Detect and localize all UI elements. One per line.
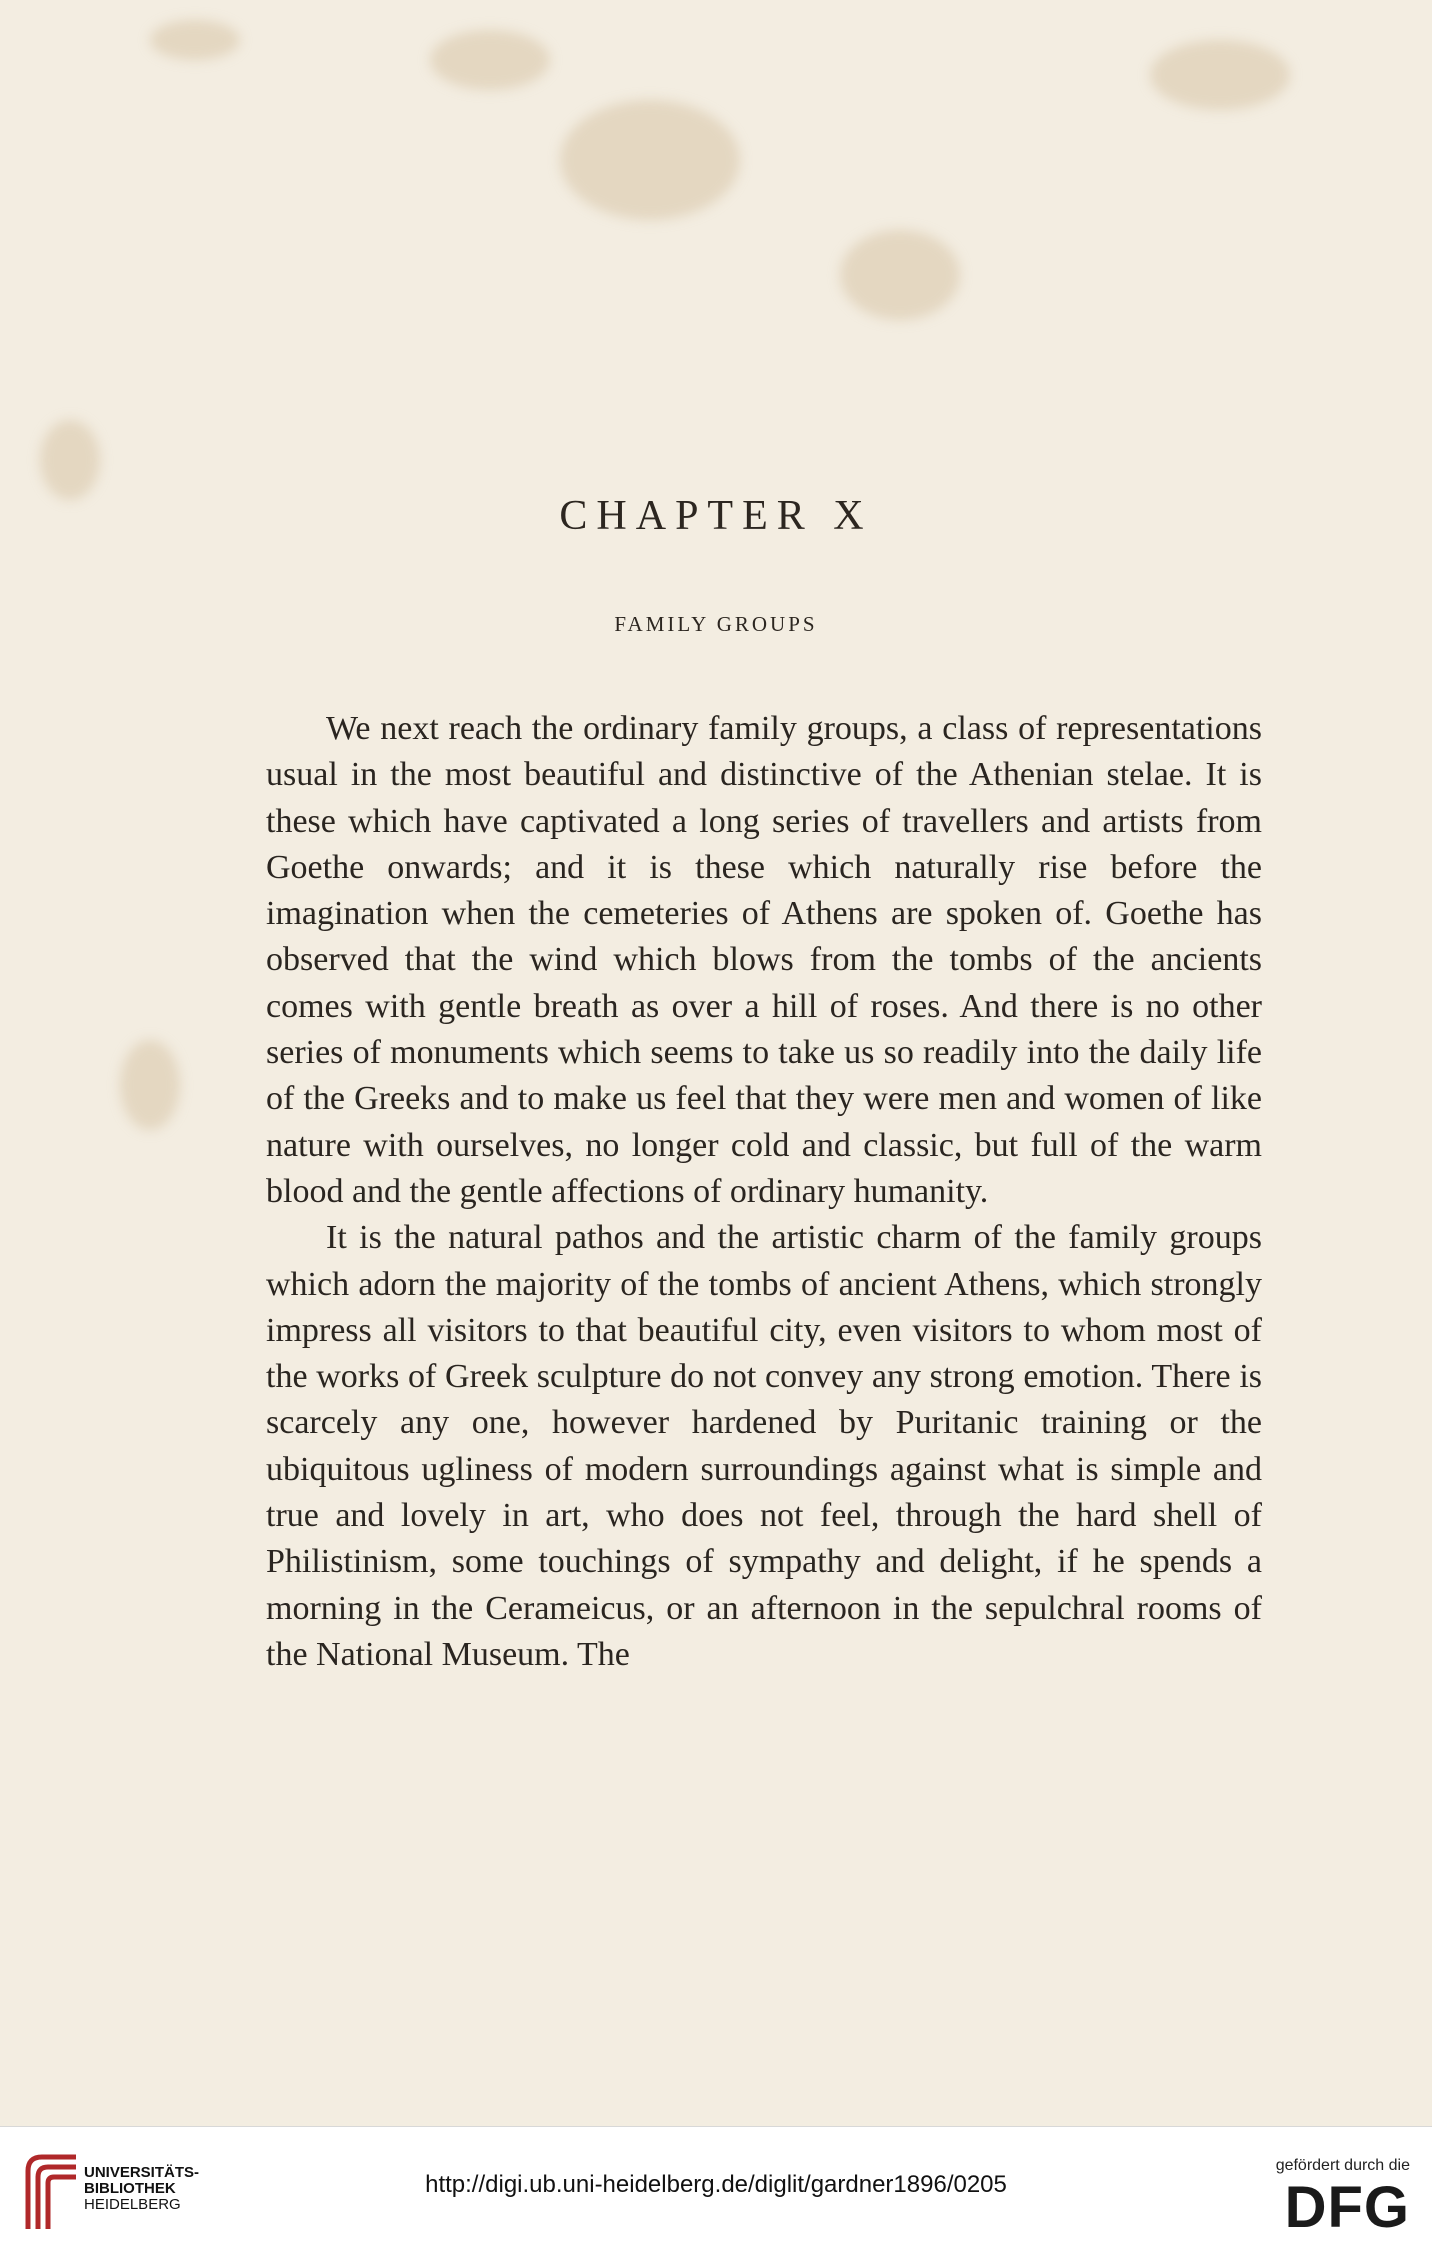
paper-stain: [40, 420, 100, 500]
digitization-footer: [0, 2126, 1432, 2245]
chapter-subtitle: FAMILY GROUPS: [614, 612, 818, 636]
chapter-title: CHAPTER X: [559, 493, 873, 539]
paragraph-lead-word: We: [326, 710, 371, 747]
paragraph-2-text: It is the natural pathos and the artistic charm of the family groups which adorn the majority of the tombs of ancient Athens, which strongly impress all visitors to that beautiful city, even visitors to whom most of the works of Greek sculpture do not convey any strong emotion. There is scarcely any one, however hardened by Puritanic training or the ubiquitous ugliness of modern surroundings against what is simple and true and lovely in art, who does not feel, through the hard shell of Philistinism, some touchings of sympathy and delight, if he spends a morning in the Cerameicus, or an afternoon in the sepulchral rooms of the National Museum. The: [266, 1219, 1262, 1673]
dfg-logo: DFG: [1284, 2175, 1410, 2240]
permalink-url[interactable]: http://digi.ub.uni-heidelberg.de/diglit/gardner1896/0205: [425, 2171, 1007, 2198]
paper-stain: [560, 100, 740, 220]
paper-stain: [150, 20, 240, 60]
paper-stain: [430, 30, 550, 90]
paper-stain: [1150, 40, 1290, 110]
library-name-line-2: BIBLIOTHEK: [84, 2180, 176, 2197]
paragraph-1-text: next reach the ordinary family groups, a class of representations usual in the most beautiful and distinctive of the Athenian stelae. It is these which have captivated a long series of travellers and artists from Goethe onwards; and it is these which naturally rise before the imagination when the cemeteries of Athens are spoken of. Goethe has observed that the wind which blows from the tombs of the ancients comes with gentle breath as over a hill of roses. And there is no other series of monuments which seems to take us so readily into the daily life of the Greeks and to make us feel that they were men and women of like nature with ourselves, no longer cold and classic, but full of the warm blood and the gentle affections of ordinary humanity.: [266, 710, 1262, 1210]
body-text: [266, 706, 1262, 1678]
paper-stain: [120, 1040, 180, 1130]
paragraph-2: [266, 1215, 1262, 1678]
funding-caption: gefördert durch die: [1275, 2157, 1410, 2174]
paragraph-1: [266, 706, 1262, 1215]
library-name-line-1: UNIVERSITÄTS-: [84, 2164, 200, 2181]
paper-stain: [840, 230, 960, 320]
library-name-line-3: HEIDELBERG: [84, 2196, 181, 2213]
